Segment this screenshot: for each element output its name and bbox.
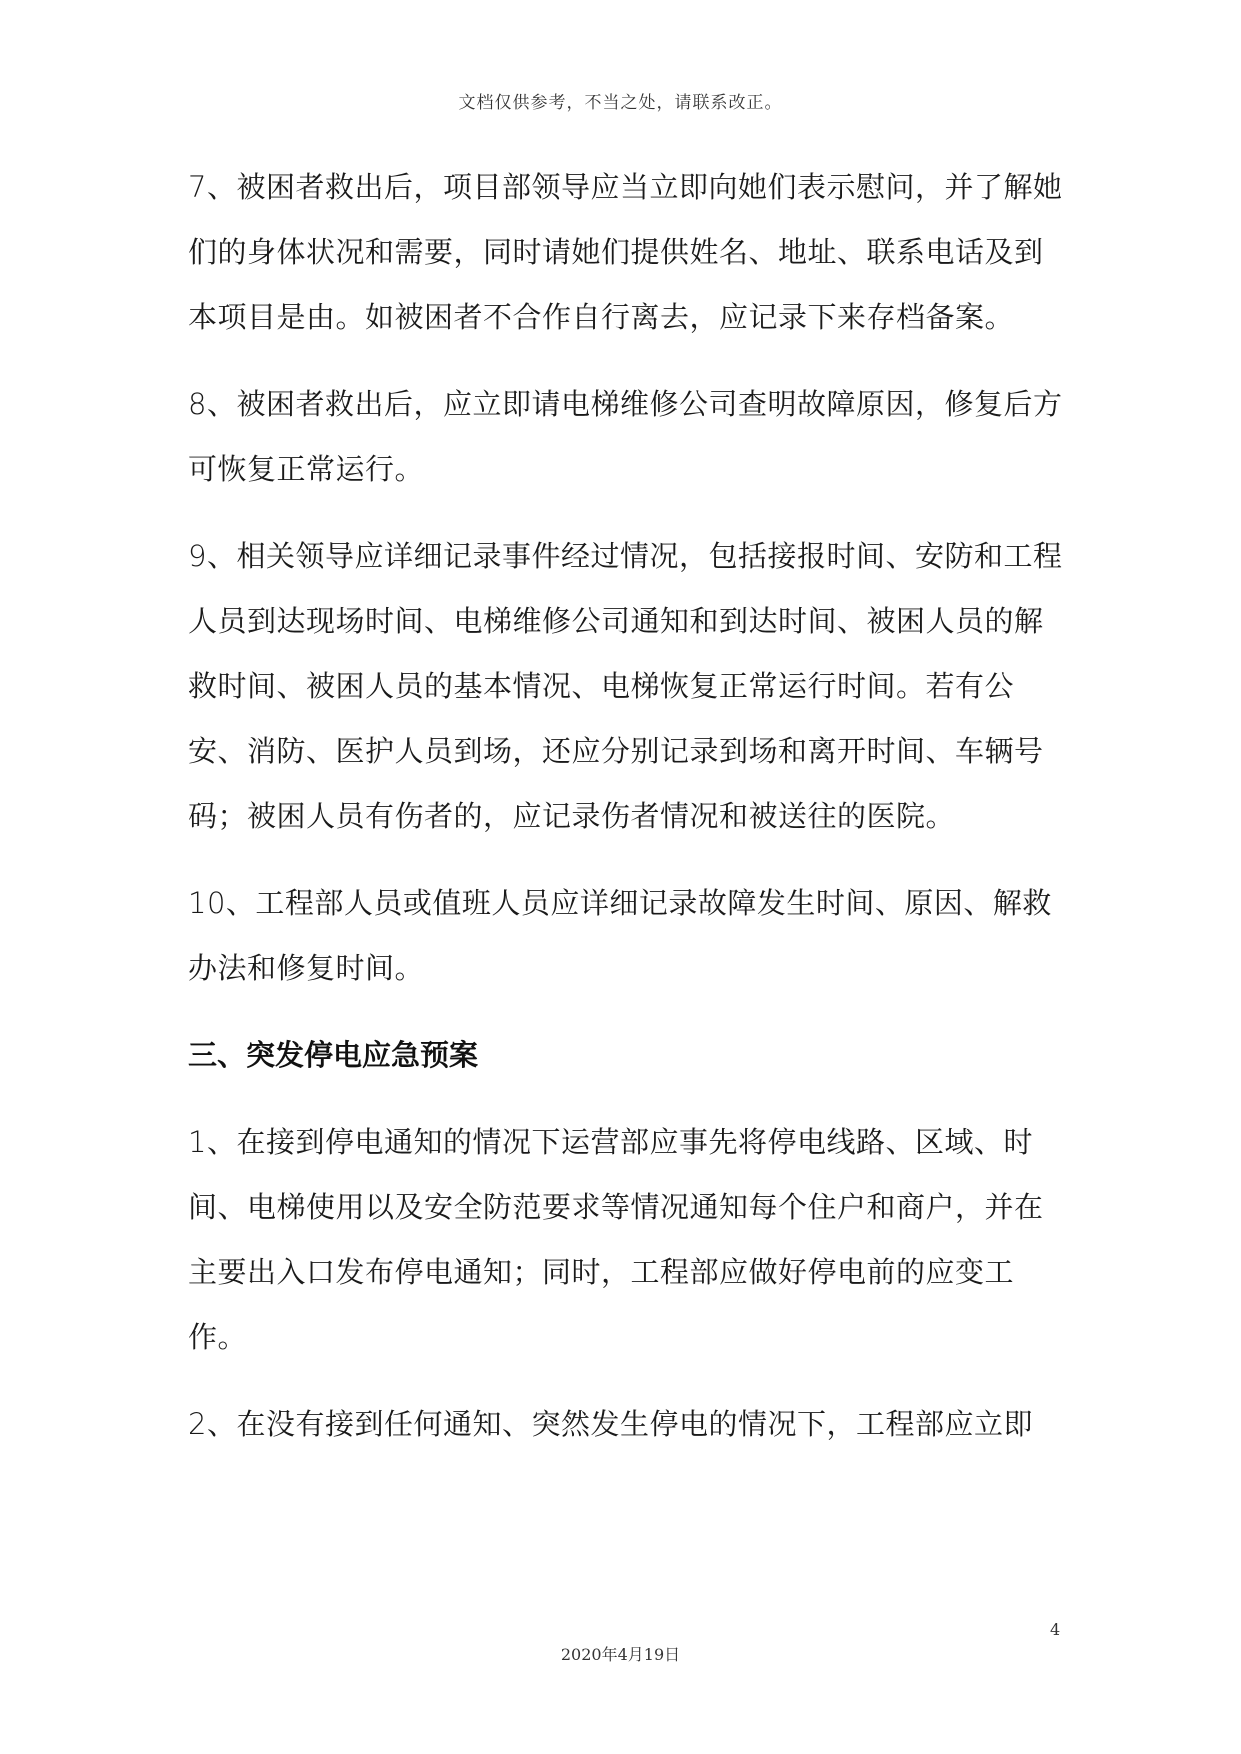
section-paragraph-1: 1、在接到停电通知的情况下运营部应事先将停电线路、区域、时间、电梯使用以及安全防范要求等情况通知每个住户和商户，并在主要出入口发布停电通知；同时，工程部应做好停电前的应变工作。 [188, 1125, 1044, 1354]
document-body [188, 155, 1068, 1479]
section-paragraph-2: 2、在没有接到任何通知、突然发生停电的情况下，工程部应立即 [188, 1407, 1033, 1441]
page-number: 4 [1050, 1620, 1061, 1639]
header-note: 文档仅供参考，不当之处，请联系改正。 [458, 93, 783, 113]
section-heading: 三、突发停电应急预案 [188, 1038, 479, 1072]
paragraph-9: 9、相关领导应详细记录事件经过情况，包括接报时间、安防和工程人员到达现场时间、电梯维修公司通知和到达时间、被困人员的解救时间、被困人员的基本情况、电梯恢复正常运行时间。若有公安、消防、医护人员到场，还应分别记录到场和离开时间、车辆号码；被困人员有伤者的，应记录伤者情况和被送往的医院。 [188, 539, 1063, 833]
paragraph-7: 7、被困者救出后，项目部领导应当立即向她们表示慰问，并了解她们的身体状况和需要，同时请她们提供姓名、地址、联系电话及到本项目是由。如被困者不合作自行离去，应记录下来存档备案。 [188, 170, 1063, 334]
paragraph-8: 8、被困者救出后，应立即请电梯维修公司查明故障原因，修复后方可恢复正常运行。 [188, 387, 1063, 486]
paragraph-10: 10、工程部人员或值班人员应详细记录故障发生时间、原因、解救办法和修复时间。 [188, 886, 1052, 985]
footer-date: 2020年4月19日 [560, 1645, 681, 1664]
